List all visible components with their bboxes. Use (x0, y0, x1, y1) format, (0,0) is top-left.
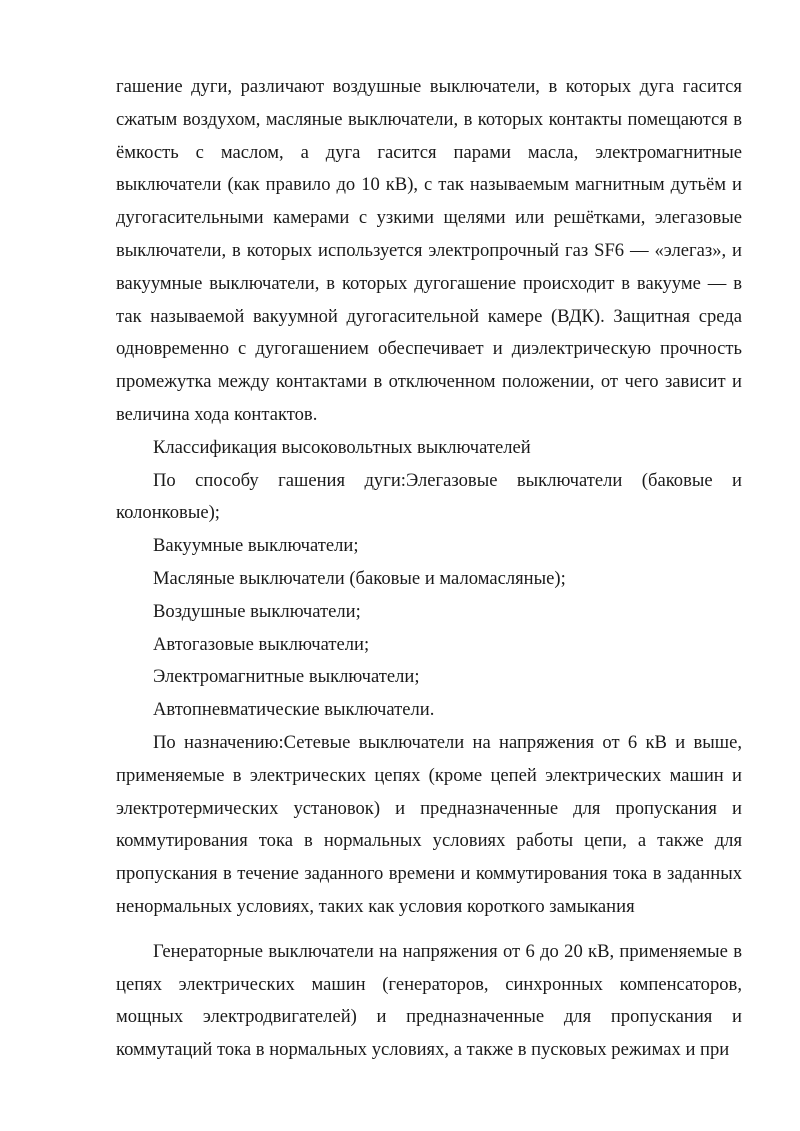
paragraph-generator-breakers: Генераторные выключатели на напряжения от 6 до 20 кВ, применяемые в цепях электрических машин (генераторов, синхронных компенсаторов, мощных электродвигателей) и предназначенные для пропускания и коммутаций тока в нормальных условиях, а также в пусковых режимах и при (116, 940, 742, 1061)
paragraph-by-arc-method: По способу гашения дуги:Элегазовые выключатели (баковые и колонковые); (116, 469, 742, 524)
document-body (116, 71, 742, 1067)
list-item-vacuum: Вакуумные выключатели; (153, 535, 359, 557)
list-item-air: Воздушные выключатели; (153, 600, 361, 622)
list-item-autogas: Автогазовые выключатели; (153, 633, 370, 655)
list-item-electromagnetic: Электромагнитные выключатели; (153, 666, 420, 688)
list-item-autopneumatic: Автопневматические выключатели. (153, 699, 435, 721)
paragraph-by-purpose: По назначению:Сетевые выключатели на напряжения от 6 кВ и выше, применяемые в электрических цепях (кроме цепей электрических машин и электротермических установок) и предназначенные для пропускания и коммутирования тока в нормальных условиях работы цепи, а также для пропускания в течение заданного времени и коммутирования тока в заданных ненормальных условиях, таких как условия короткого замыкания (116, 731, 742, 917)
paragraph-intro: гашение дуги, различают воздушные выключатели, в которых дуга гасится сжатым воздухом, масляные выключатели, в которых контакты помещаются в ёмкость с маслом, а дуга гасится парами масла, электромагнитные выключатели (как правило до 10 кВ), с так называемым магнитным дутьём и дугогасительными камерами с узкими щелями или решётками, элегазовые выключатели, в которых используется электропрочный газ SF6 — «элегаз», и вакуумные выключатели, в которых дугогашение происходит в вакууме — в так называемой вакуумной дугогасительной камере (ВДК). Защитная среда одновременно с дугогашением обеспечивает и диэлектрическую прочность промежутка между контактами в отключенном положении, от чего зависит и величина хода контактов. (116, 76, 742, 425)
list-item-oil: Масляные выключатели (баковые и маломасляные); (153, 567, 566, 589)
classification-heading: Классификация высоковольтных выключателей (153, 436, 531, 458)
